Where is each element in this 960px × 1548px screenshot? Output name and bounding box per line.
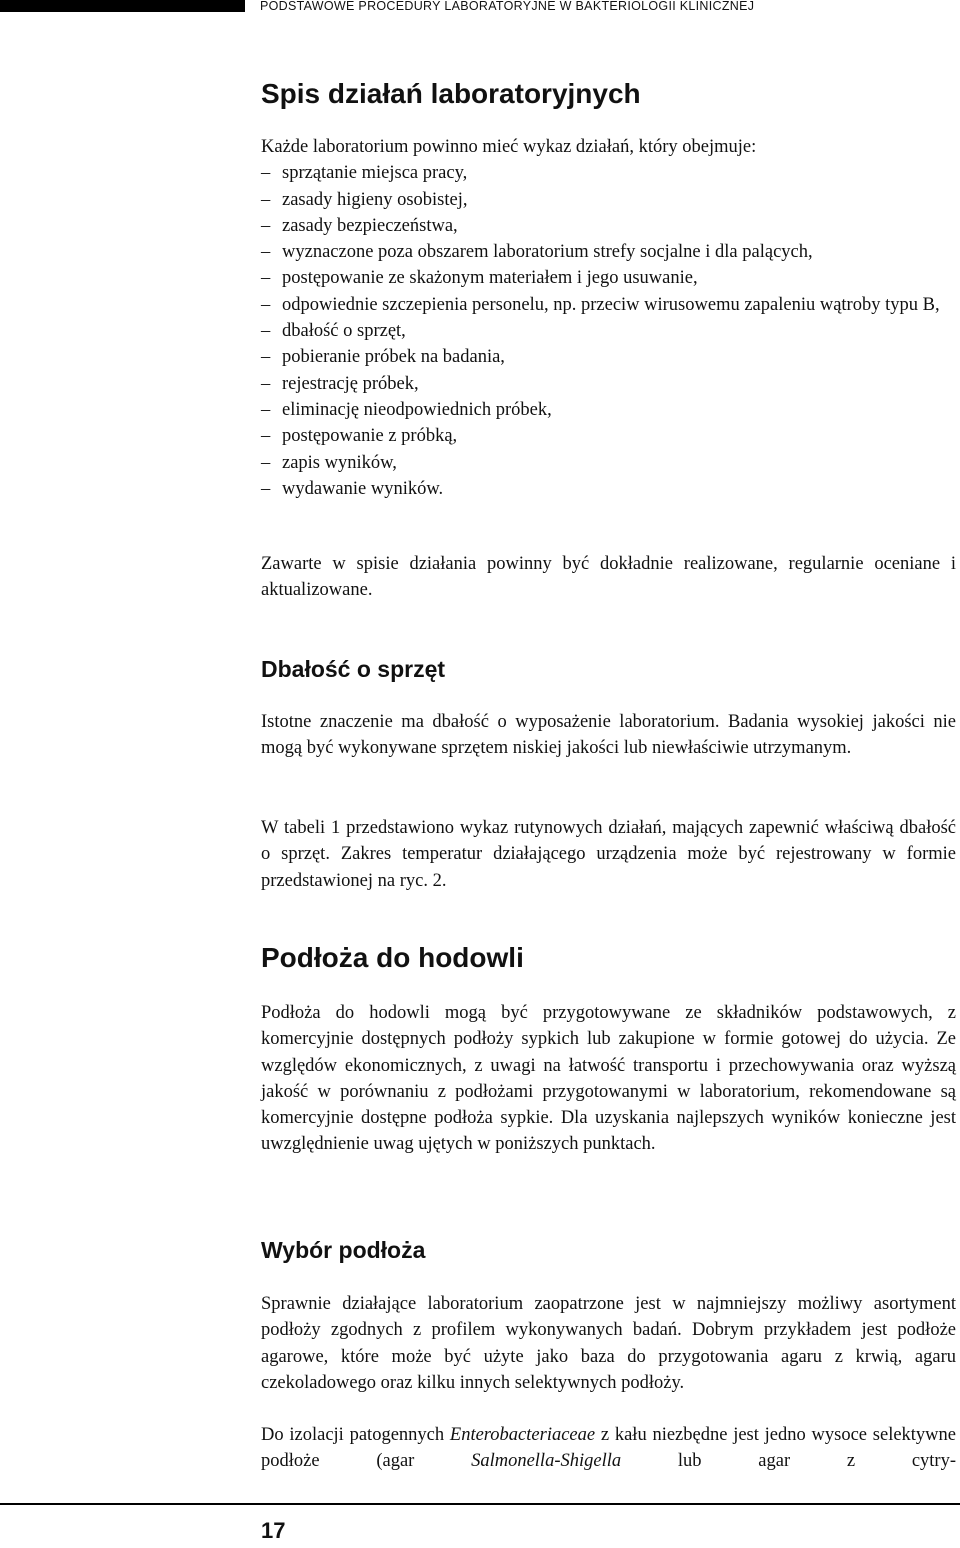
- equipment-care-paragraph-2: W tabeli 1 przedstawiono wykaz rutynowych działań, mających zapewnić właściwą dbałość o sprzęt. Zakres temperatur działającego urządzenia może być rejestrowany w formie przedstawionej na ryc. 2.: [261, 818, 956, 891]
- footer-rule: [0, 1503, 960, 1505]
- lab-activities-closing-block: [261, 551, 956, 604]
- lab-activities-list-continued: [261, 318, 956, 502]
- list-item: – dbałość o sprzęt,: [261, 321, 406, 342]
- equipment-care-block: [261, 709, 956, 762]
- list-item: – zasady bezpieczeństwa,: [261, 215, 458, 236]
- culture-media-block: [261, 1000, 956, 1158]
- list-item: – postępowanie ze skażonym materiałem i jego usuwanie,: [261, 268, 698, 289]
- culture-media-paragraph: Podłoża do hodowli mogą być przygotowywane ze składników podstawowych, z komercyjnie dostępnych podłoży sypkich lub zakupione w formie gotowej do użycia. Ze względów ekonomicznych, z uwagi na łatwość transportu i przechowywania oraz wyższą jakość w porównaniu z podłożami przygotowanymi w laboratorium, rekomendowane są komercyjnie dostępne podłoża sypkie. Dla uzyskania najlepszych wyników konieczne jest uwzględnienie uwag ujętych w poniższych punktach.: [261, 1003, 956, 1155]
- section-title-lab-activities: Spis działań laboratoryjnych: [261, 78, 641, 109]
- media-selection-block: [261, 1291, 956, 1396]
- list-item: – zapis wyników,: [261, 452, 397, 473]
- list-item: – rejestrację próbek,: [261, 373, 419, 394]
- list-item: – sprzątanie miejsca pracy,: [261, 163, 468, 184]
- header-bar: [0, 0, 245, 12]
- list-item: – zasady higieny osobistej,: [261, 189, 468, 210]
- running-header: PODSTAWOWE PROCEDURY LABORATORYJNE W BAKTERIOLOGII KLINICZNEJ: [260, 0, 755, 13]
- section-title-equipment-care: Dbałość o sprzęt: [261, 656, 446, 682]
- lab-activities-closing: Zawarte w spisie działania powinny być dokładnie realizowane, regularnie oceniane i aktualizowane.: [261, 554, 956, 601]
- media-selection-paragraph-1: Sprawnie działające laboratorium zaopatrzone jest w najmniejszy możliwy asortyment podłoży zgodnych z profilem wykonywanych badań. Dobrym przykładem jest podłoże agarowe, które może być użyte jako baza do przygotowania agaru z krwią, agaru czekoladowego oraz kilku innych selektywnych podłoży.: [261, 1294, 956, 1393]
- italic-term: Salmonella-Shigella: [471, 1451, 622, 1472]
- equipment-care-block-2: [261, 815, 956, 894]
- lab-activities-list: [261, 160, 956, 318]
- list-item: – odpowiednie szczepienia personelu, np. przeciw wirusowemu zapaleniu wątroby typu B,: [261, 294, 940, 315]
- lab-activities-block: [261, 134, 956, 502]
- list-item: – wydawanie wyników.: [261, 478, 444, 499]
- section-title-media-selection: Wybór podłoża: [261, 1237, 426, 1263]
- italic-term: Enterobacteriaceae: [449, 1425, 596, 1445]
- list-item: – pobieranie próbek na badania,: [261, 347, 505, 368]
- list-item: – wyznaczone poza obszarem laboratorium strefy socjalne i dla palących,: [261, 242, 813, 263]
- page-number: 17: [261, 1518, 286, 1543]
- list-item: – eliminację nieodpowiednich próbek,: [261, 399, 552, 420]
- media-selection-block-2: [261, 1422, 956, 1475]
- list-item: – postępowanie z próbką,: [261, 426, 458, 447]
- lab-activities-intro: Każde laboratorium powinno mieć wykaz działań, który obejmuje:: [261, 137, 757, 157]
- media-selection-paragraph-2: Do izolacji patogennych Enterobacteriaceae z kału niezbędne jest jedno wysoce selektywne podłoże (agar Salmonella-Shigella lub agar z cytry-: [261, 1425, 957, 1472]
- section-title-culture-media: Podłoża do hodowli: [261, 942, 524, 973]
- equipment-care-paragraph-1: Istotne znaczenie ma dbałość o wyposażenie laboratorium. Badania wysokiej jakości nie mogą być wykonywane sprzętem niskiej jakości lub niewłaściwie utrzymanym.: [261, 712, 956, 759]
